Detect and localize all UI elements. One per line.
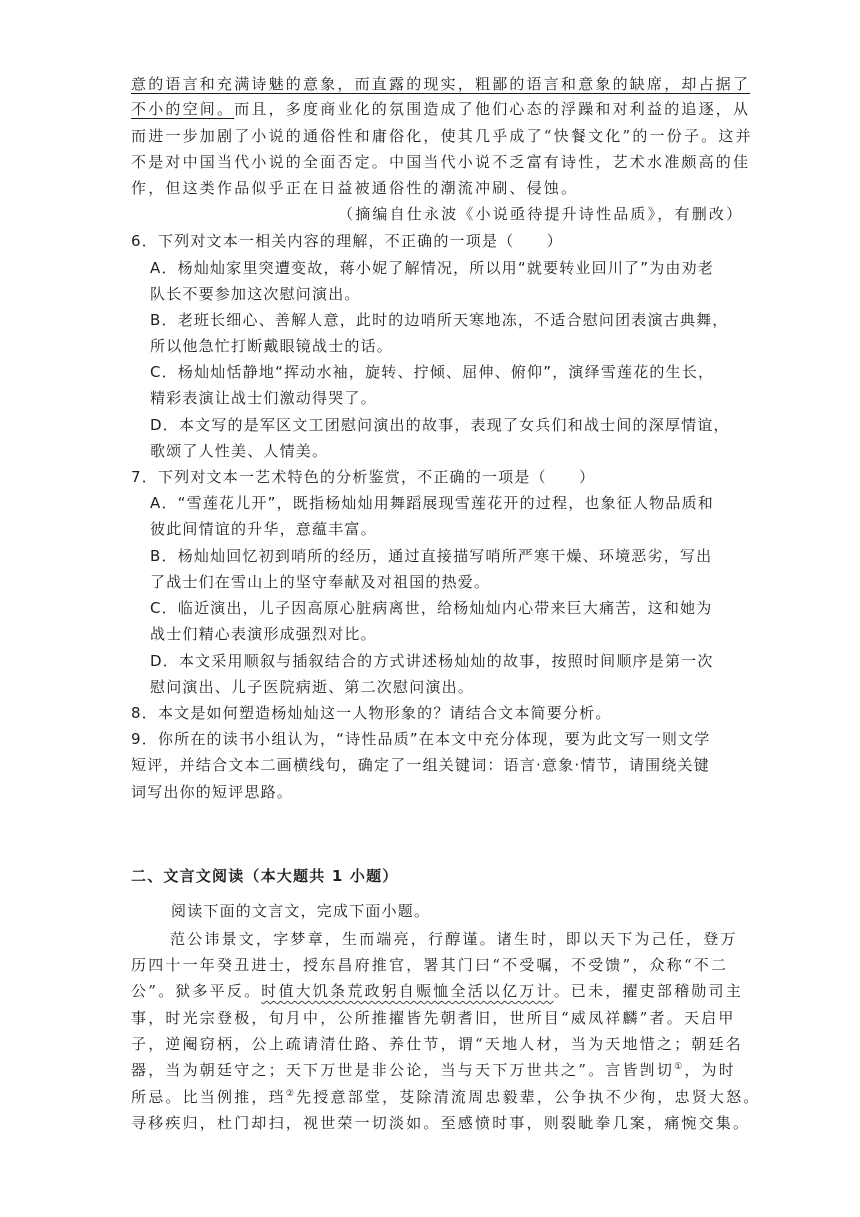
q7-option-d-cont: 慰问演出、儿子医院病逝、第二次慰问演出。 [150, 678, 475, 696]
classical-text: 器，当为朝廷守之；天下万世是非公论，当与天下万世共之”。言皆剀切 [131, 1061, 675, 1079]
underlined-text: 不小的空间。 [131, 100, 235, 118]
classical-line: 子，逆阉窃柄，公上疏请清仕路、养仕节，谓“天地人材，当为天地惜之；朝廷名 [131, 1035, 743, 1053]
q6-option-c-cont: 精彩表演让战士们激动得哭了。 [150, 389, 377, 407]
classical-line: 历四十一年癸丑进士，授东昌府推官，署其门曰“不受嘱，不受馈”，众称“不二 [131, 956, 729, 974]
q7-option-a: A．“雪莲花儿开”，既指杨灿灿用舞蹈展现雪莲花开的过程，也象征人物品质和 [150, 494, 715, 512]
question-9-stem-cont: 短评，并结合文本二画横线句，确定了一组关键词：语言·意象·情节，请围绕关键 [131, 756, 710, 774]
footnote-marker: ② [285, 1089, 297, 1099]
footnote-marker: ① [674, 1062, 685, 1072]
question-8-stem: 8．本文是如何塑造杨灿灿这一人物形象的？请结合文本简要分析。 [131, 704, 612, 722]
classical-text: 公”。狱多平反。 [131, 982, 262, 1000]
classical-text: 。已未，擢吏部稽勋司主 [553, 982, 743, 1000]
question-9-stem: 9．你所在的读书小组认为，“诗性品质”在本文中充分体现，要为此文写一则文学 [131, 730, 711, 748]
underlined-text: 意的语言和充满诗魅的意象，而直露的现实，粗鄙的语言和意象的缺席，却占据了 [131, 75, 751, 93]
classical-line [131, 1060, 736, 1080]
question-6-stem: 6．下列对文本一相关内容的理解，不正确的一项是（ ） [131, 232, 563, 250]
q6-option-a: A．杨灿灿家里突遭变故，蒋小妮了解情况，所以用“就要转业回川了”为由劝老 [150, 259, 715, 277]
q7-option-c-cont: 战士们精心表演形成强烈对比。 [150, 625, 377, 643]
passage-source: （摘编自仕永波《小说亟待提升诗性品质》，有删改） [338, 205, 744, 223]
classical-line [131, 981, 743, 1001]
passage-line: 不是对中国当代小说的全面否定。中国当代小说不乏富有诗性，艺术水准颇高的佳 [131, 153, 751, 171]
q7-option-c: C．临近演出，儿子因高原心脏病离世，给杨灿灿内心带来巨大痛苦，这和她为 [150, 599, 713, 617]
question-7-stem: 7．下列对文本一艺术特色的分析鉴赏，不正确的一项是（ ） [131, 468, 596, 486]
q6-option-c: C．杨灿灿恬静地“挥动水袖，旋转、拧倾、屈伸、俯仰”，演绎雪莲花的生长， [150, 363, 715, 381]
q6-option-b: B．老班长细心、善解人意，此时的边哨所天寒地冻，不适合慰问团表演古典舞， [150, 311, 729, 329]
classical-line: 事，时光宗登极，旬月中，公所推擢皆先朝耆旧，世所目“威凤祥麟”者。天启甲 [131, 1009, 736, 1027]
classical-line: 范公讳景文，字梦章，生而端亮，行醇谨。诸生时，即以天下为己任，登万 [170, 930, 738, 948]
passage-line [131, 99, 750, 119]
classical-line [131, 1087, 761, 1107]
classical-text: ，为时 [684, 1061, 736, 1079]
passage-line [131, 74, 750, 94]
passage-line: 作，但这类作品似乎正在日益被通俗性的潮流冲刷、侵蚀。 [131, 179, 579, 197]
section-instruction: 阅读下面的文言文，完成下面小题。 [171, 902, 431, 920]
section-heading: 二、文言文阅读（本大题共 1 小题） [131, 867, 399, 885]
wavy-underlined-text: 时值大饥条荒政躬自赈恤全活以亿万计 [261, 982, 554, 1000]
q6-option-b-cont: 所以他急忙打断戴眼镜战士的话。 [150, 337, 394, 355]
classical-line: 寻移疾归，杜门却扫，视世荣一切淡如。至感愤时事，则裂眦拳几案，痛惋交集。 [131, 1114, 751, 1132]
q6-option-a-cont: 队长不要参加这次慰问演出。 [150, 285, 361, 303]
q7-option-d: D．本文采用顺叙与插叙结合的方式讲述杨灿灿的故事，按照时间顺序是第一次 [150, 652, 714, 670]
q7-option-b-cont: 了战士们在雪山上的坚守奉献及对祖国的热爱。 [150, 573, 491, 591]
classical-text: 所忌。比当例推，珰 [131, 1088, 286, 1106]
q6-option-d: D．本文写的是军区文工团慰问演出的故事，表现了女兵们和战士间的深厚情谊， [150, 416, 730, 434]
q7-option-b: B．杨灿灿回忆初到哨所的经历，通过直接描写哨所严寒干燥、环境恶劣，写出 [150, 547, 713, 565]
passage-line: 而进一步加剧了小说的通俗性和庸俗化，使其几乎成了“快餐文化”的一份子。这并 [131, 127, 753, 145]
q6-option-d-cont: 歌颂了人性美、人情美。 [150, 442, 329, 460]
passage-text: 而且，多度商业化的氛围造成了他们心态的浮躁和对利益的追逐，从 [234, 100, 751, 118]
question-9-stem-cont: 词写出你的短评思路。 [131, 783, 294, 801]
q7-option-a-cont: 彼此间情谊的升华，意蕴丰富。 [150, 520, 377, 538]
classical-text: 先授意部堂，芟除清流周忠毅辈，公争执不少徇，忠贤大怒。 [296, 1088, 761, 1106]
